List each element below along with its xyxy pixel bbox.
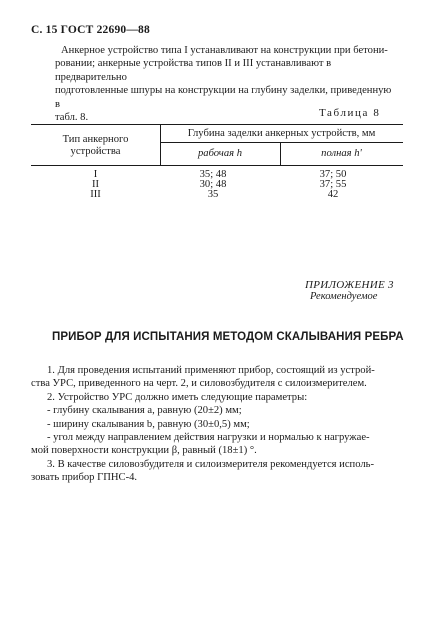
sub-col-full: полная h' — [321, 148, 362, 159]
row-full: 42 — [327, 189, 339, 200]
body-line: - угол между направлением действия нагрузки и нормалью к нагружае- — [47, 432, 370, 444]
col-header-type-line: устройства — [70, 146, 121, 157]
body-line: ства УРС, приведенного на черт. 2, и силовозбудителя с силоизмерителем. — [31, 378, 367, 390]
intro-line: Анкерное устройство типа I устанавливают на конструкции при бетони- — [61, 45, 388, 56]
table-top-rule — [31, 124, 403, 125]
group-header: Глубина заделки анкерных устройств, мм — [187, 128, 376, 139]
row-full: 37; 50 — [319, 169, 347, 180]
intro-line: табл. 8. — [55, 112, 89, 124]
table-caption: Таблица 8 — [319, 107, 381, 119]
body-line: - глубину скалывания a, равную (20±2) мм; — [47, 405, 242, 417]
sub-col-work: рабочая h — [197, 148, 243, 159]
row-work: 35 — [207, 189, 219, 200]
body-line: мой поверхности конструкции β, равный (18±1) °. — [31, 445, 257, 457]
body-line: 1. Для проведения испытаний применяют прибор, состоящий из устрой- — [47, 365, 375, 376]
col-header-type — [31, 134, 160, 158]
page-header: С. 15 ГОСТ 22690—88 — [31, 24, 150, 36]
row-type: II — [91, 179, 100, 190]
body-line: зовать прибор ГПНС-4. — [31, 472, 138, 484]
group-header-rule — [160, 142, 403, 143]
header-bottom-rule — [31, 165, 403, 166]
row-type: III — [90, 189, 101, 200]
row-type: I — [93, 169, 98, 180]
row-work: 35; 48 — [199, 169, 227, 180]
col-header-type-line: Тип анкерного — [62, 134, 129, 145]
body-line: 2. Устройство УРС должно иметь следующие параметры: — [47, 391, 308, 403]
intro-line: ровании; анкерные устройства типов II и III устанавливают в предварительно — [55, 58, 332, 83]
row-full: 37; 55 — [319, 179, 347, 190]
appendix-title: ПРИЛОЖЕНИЕ 3 — [305, 279, 394, 291]
body-line: 3. В качестве силовозбудителя и силоизмерителя рекомендуется исполь- — [47, 458, 375, 470]
section-title: ПРИБОР ДЛЯ ИСПЫТАНИЯ МЕТОДОМ СКАЛЫВАНИЯ РЕБРА — [52, 331, 404, 343]
appendix-subtitle: Рекомендуемое — [310, 291, 378, 302]
intro-line: подготовленные шпуры на конструкции на глубину заделки, приведенную в — [55, 85, 392, 110]
body-line: - ширину скалывания b, равную (30±0,5) мм; — [47, 418, 250, 430]
body-text — [31, 364, 403, 485]
row-work: 30; 48 — [199, 179, 227, 190]
